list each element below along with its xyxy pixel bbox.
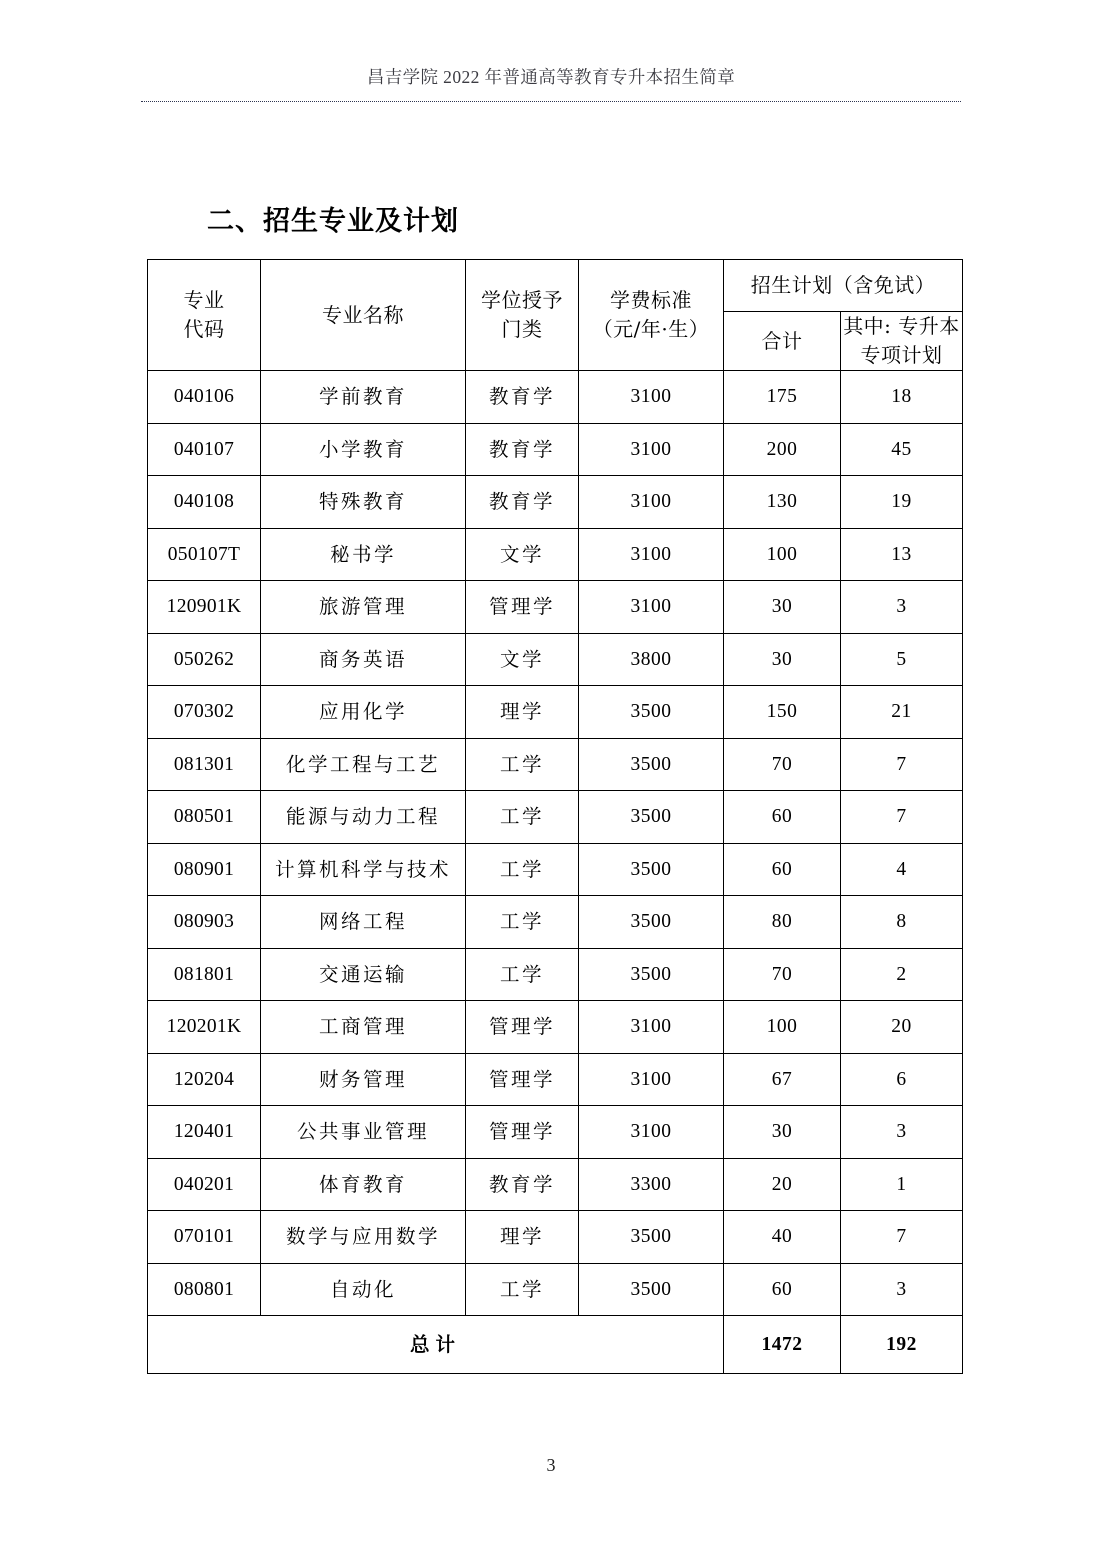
table-row <box>148 1211 963 1264</box>
column-header-tuition-line2: （元/年·生） <box>592 317 710 341</box>
cell-tuition: 3500 <box>579 948 724 1001</box>
total-row-plan-special: 192 <box>841 1316 963 1374</box>
cell-major-name: 小学教育 <box>261 423 466 476</box>
cell-plan-special: 6 <box>841 1053 963 1106</box>
cell-plan-special: 7 <box>841 738 963 791</box>
cell-degree-category: 管理学 <box>466 581 579 634</box>
column-header-plan-total: 合计 <box>724 312 841 371</box>
column-header-major-code <box>148 260 261 371</box>
cell-tuition: 3500 <box>579 791 724 844</box>
cell-major-code: 080501 <box>148 791 261 844</box>
table-row <box>148 843 963 896</box>
cell-plan-total: 60 <box>724 843 841 896</box>
cell-major-code: 070302 <box>148 686 261 739</box>
column-header-plan-special-line1: 其中: 专升本 <box>843 314 960 338</box>
table-header-row-1 <box>148 260 963 312</box>
column-header-tuition-standard <box>579 260 724 371</box>
cell-degree-category: 工学 <box>466 896 579 949</box>
column-header-degree-category-line2: 门类 <box>501 317 543 341</box>
cell-degree-category: 工学 <box>466 948 579 1001</box>
page-running-header <box>141 62 961 104</box>
cell-degree-category: 工学 <box>466 738 579 791</box>
table-row <box>148 476 963 529</box>
cell-major-code: 120401 <box>148 1106 261 1159</box>
cell-plan-total: 30 <box>724 1106 841 1159</box>
cell-plan-special: 3 <box>841 1263 963 1316</box>
cell-major-name: 特殊教育 <box>261 476 466 529</box>
cell-major-code: 040107 <box>148 423 261 476</box>
cell-major-code: 070101 <box>148 1211 261 1264</box>
cell-major-name: 自动化 <box>261 1263 466 1316</box>
page-number: 3 <box>546 1455 556 1475</box>
cell-tuition: 3500 <box>579 738 724 791</box>
cell-major-name: 能源与动力工程 <box>261 791 466 844</box>
cell-plan-special: 7 <box>841 1211 963 1264</box>
cell-plan-total: 175 <box>724 371 841 424</box>
column-header-plan-special-line2: 专项计划 <box>860 343 943 367</box>
cell-plan-special: 19 <box>841 476 963 529</box>
cell-plan-total: 100 <box>724 1001 841 1054</box>
cell-plan-total: 67 <box>724 1053 841 1106</box>
cell-tuition: 3800 <box>579 633 724 686</box>
cell-degree-category: 文学 <box>466 528 579 581</box>
cell-major-name: 计算机科学与技术 <box>261 843 466 896</box>
column-header-degree-category-line1: 学位授予 <box>481 288 563 312</box>
cell-plan-special: 20 <box>841 1001 963 1054</box>
cell-major-code: 080903 <box>148 896 261 949</box>
table-row <box>148 1001 963 1054</box>
cell-major-code: 040106 <box>148 371 261 424</box>
cell-major-name: 公共事业管理 <box>261 1106 466 1159</box>
table-row <box>148 633 963 686</box>
column-header-major-name: 专业名称 <box>261 260 466 371</box>
cell-major-name: 体育教育 <box>261 1158 466 1211</box>
cell-tuition: 3500 <box>579 686 724 739</box>
running-header-divider <box>141 101 961 102</box>
cell-major-code: 120204 <box>148 1053 261 1106</box>
table-row <box>148 948 963 1001</box>
cell-plan-total: 130 <box>724 476 841 529</box>
cell-plan-special: 2 <box>841 948 963 1001</box>
column-header-major-code-line2: 代码 <box>183 317 225 341</box>
cell-major-name: 化学工程与工艺 <box>261 738 466 791</box>
cell-tuition: 3100 <box>579 371 724 424</box>
cell-major-name: 学前教育 <box>261 371 466 424</box>
cell-tuition: 3100 <box>579 1001 724 1054</box>
cell-tuition: 3500 <box>579 1211 724 1264</box>
cell-major-code: 040201 <box>148 1158 261 1211</box>
cell-degree-category: 工学 <box>466 791 579 844</box>
cell-plan-special: 1 <box>841 1158 963 1211</box>
cell-plan-total: 20 <box>724 1158 841 1211</box>
cell-major-code: 080801 <box>148 1263 261 1316</box>
cell-plan-total: 30 <box>724 633 841 686</box>
cell-degree-category: 教育学 <box>466 371 579 424</box>
admissions-plan-table-container <box>147 259 962 1374</box>
cell-major-code: 080901 <box>148 843 261 896</box>
cell-tuition: 3100 <box>579 1106 724 1159</box>
total-row-label: 总计 <box>148 1316 724 1374</box>
cell-plan-total: 150 <box>724 686 841 739</box>
cell-tuition: 3100 <box>579 1053 724 1106</box>
table-body <box>148 371 963 1316</box>
table-header <box>148 260 963 371</box>
cell-tuition: 3500 <box>579 1263 724 1316</box>
cell-major-code: 050107T <box>148 528 261 581</box>
cell-major-code: 050262 <box>148 633 261 686</box>
table-row <box>148 1158 963 1211</box>
cell-plan-total: 30 <box>724 581 841 634</box>
table-row <box>148 1263 963 1316</box>
cell-degree-category: 工学 <box>466 1263 579 1316</box>
cell-plan-special: 18 <box>841 371 963 424</box>
cell-plan-special: 13 <box>841 528 963 581</box>
table-row <box>148 1053 963 1106</box>
table-row <box>148 371 963 424</box>
table-row <box>148 791 963 844</box>
cell-tuition: 3100 <box>579 528 724 581</box>
column-header-tuition-line1: 学费标准 <box>610 288 692 312</box>
cell-major-name: 旅游管理 <box>261 581 466 634</box>
cell-degree-category: 理学 <box>466 1211 579 1264</box>
cell-major-name: 财务管理 <box>261 1053 466 1106</box>
table-row <box>148 581 963 634</box>
cell-major-code: 040108 <box>148 476 261 529</box>
cell-plan-total: 70 <box>724 738 841 791</box>
cell-degree-category: 理学 <box>466 686 579 739</box>
cell-plan-special: 4 <box>841 843 963 896</box>
cell-tuition: 3100 <box>579 476 724 529</box>
cell-major-name: 秘书学 <box>261 528 466 581</box>
cell-plan-total: 80 <box>724 896 841 949</box>
cell-degree-category: 管理学 <box>466 1106 579 1159</box>
cell-major-name: 工商管理 <box>261 1001 466 1054</box>
column-header-degree-category <box>466 260 579 371</box>
cell-degree-category: 教育学 <box>466 423 579 476</box>
cell-degree-category: 教育学 <box>466 476 579 529</box>
cell-plan-special: 5 <box>841 633 963 686</box>
cell-major-name: 商务英语 <box>261 633 466 686</box>
cell-plan-special: 8 <box>841 896 963 949</box>
cell-tuition: 3100 <box>579 581 724 634</box>
table-row <box>148 423 963 476</box>
total-row-plan-total: 1472 <box>724 1316 841 1374</box>
admissions-plan-table <box>147 259 963 1374</box>
running-header-title: 昌吉学院 2022 年普通高等教育专升本招生简章 <box>366 67 736 87</box>
table-row <box>148 896 963 949</box>
cell-major-name: 数学与应用数学 <box>261 1211 466 1264</box>
cell-plan-total: 60 <box>724 1263 841 1316</box>
section-heading: 二、招生专业及计划 <box>207 206 459 237</box>
cell-major-name: 应用化学 <box>261 686 466 739</box>
cell-major-name: 交通运输 <box>261 948 466 1001</box>
table-row <box>148 528 963 581</box>
cell-tuition: 3500 <box>579 843 724 896</box>
cell-major-code: 120201K <box>148 1001 261 1054</box>
cell-plan-special: 3 <box>841 1106 963 1159</box>
cell-plan-total: 100 <box>724 528 841 581</box>
cell-degree-category: 管理学 <box>466 1053 579 1106</box>
cell-plan-total: 70 <box>724 948 841 1001</box>
cell-plan-special: 21 <box>841 686 963 739</box>
table-footer <box>148 1316 963 1374</box>
table-total-row <box>148 1316 963 1374</box>
cell-tuition: 3500 <box>579 896 724 949</box>
cell-major-code: 081301 <box>148 738 261 791</box>
cell-major-code: 120901K <box>148 581 261 634</box>
cell-degree-category: 工学 <box>466 843 579 896</box>
cell-plan-special: 7 <box>841 791 963 844</box>
cell-tuition: 3100 <box>579 423 724 476</box>
cell-major-name: 网络工程 <box>261 896 466 949</box>
cell-plan-total: 40 <box>724 1211 841 1264</box>
cell-degree-category: 管理学 <box>466 1001 579 1054</box>
table-row <box>148 1106 963 1159</box>
cell-tuition: 3300 <box>579 1158 724 1211</box>
cell-degree-category: 教育学 <box>466 1158 579 1211</box>
cell-plan-total: 60 <box>724 791 841 844</box>
table-row <box>148 686 963 739</box>
column-header-plan-special <box>841 312 963 371</box>
cell-plan-special: 45 <box>841 423 963 476</box>
column-header-major-code-line1: 专业 <box>183 288 225 312</box>
column-header-enrollment-plan-group: 招生计划（含免试） <box>724 260 963 312</box>
cell-major-code: 081801 <box>148 948 261 1001</box>
cell-plan-special: 3 <box>841 581 963 634</box>
table-row <box>148 738 963 791</box>
cell-plan-total: 200 <box>724 423 841 476</box>
cell-degree-category: 文学 <box>466 633 579 686</box>
